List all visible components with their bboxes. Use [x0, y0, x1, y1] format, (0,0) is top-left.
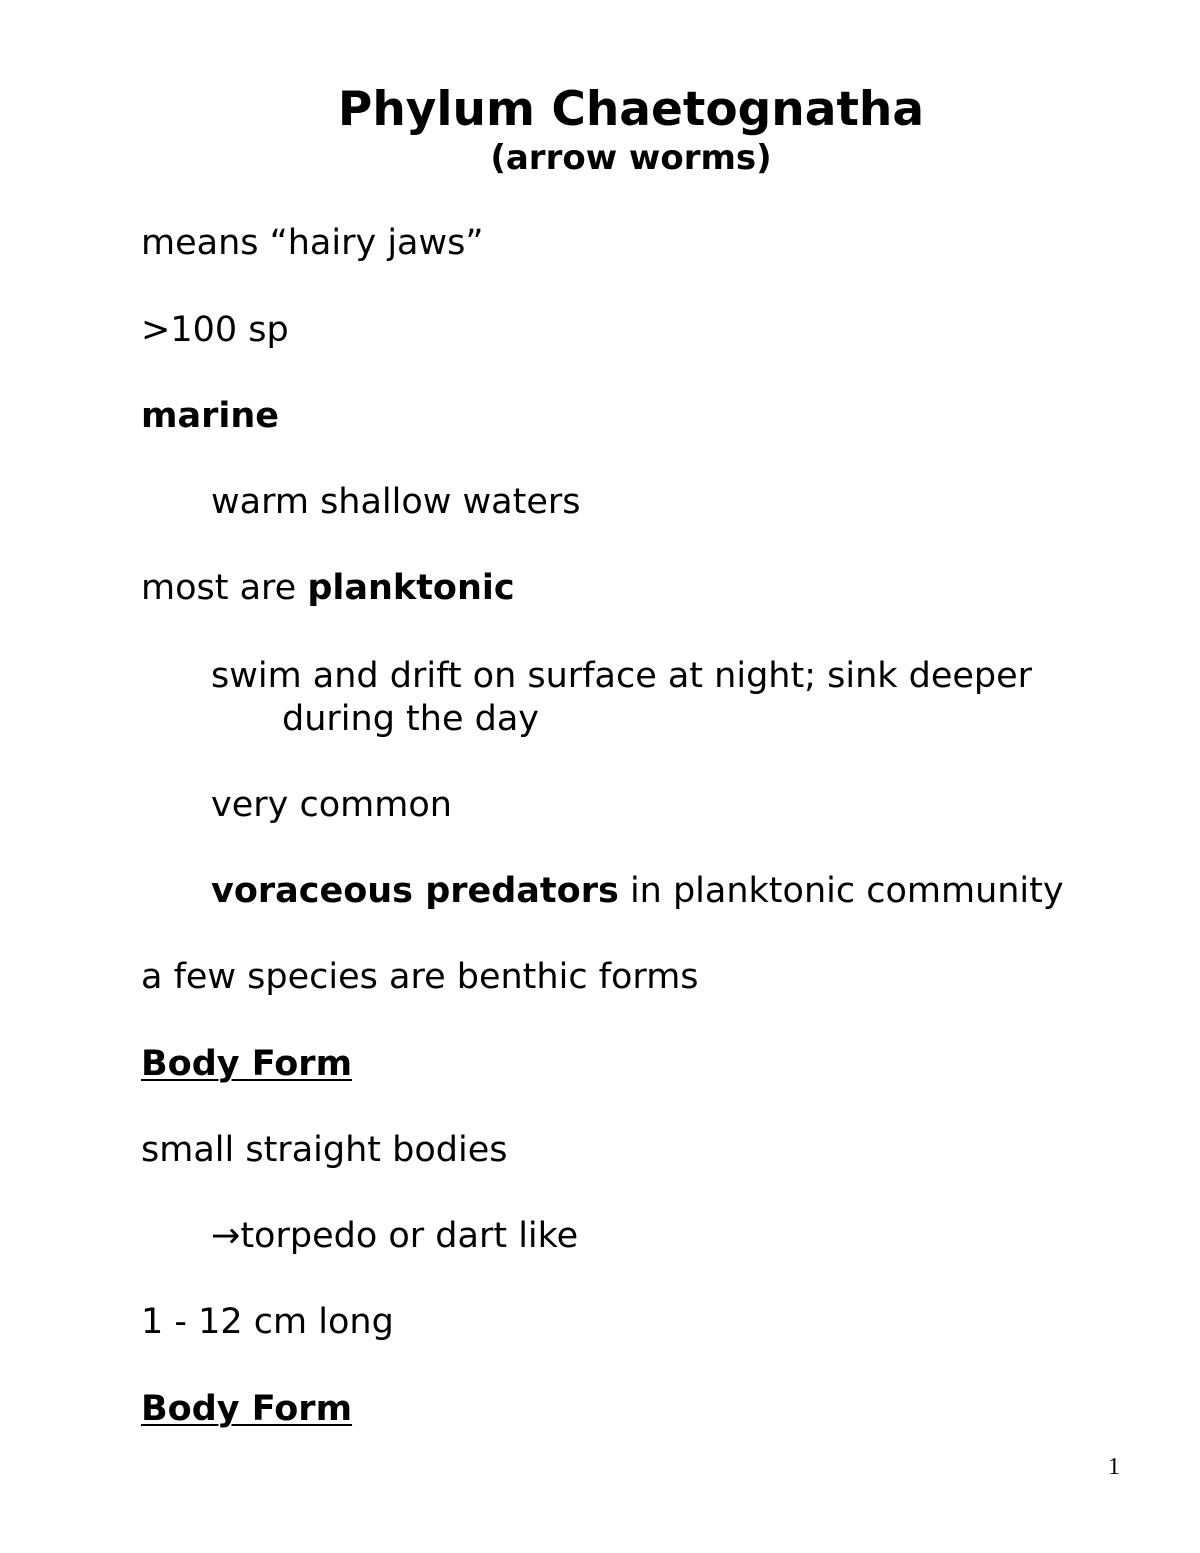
species-count-line: >100 sp [141, 310, 289, 350]
page-number: 1 [1108, 1454, 1120, 1480]
bodies-line: small straight bodies [141, 1130, 508, 1170]
predators-bold: voraceous predators [211, 871, 619, 911]
planktonic-bold: planktonic [307, 568, 515, 608]
swim-line-2: during the day [282, 699, 539, 739]
predators-line [211, 870, 1064, 913]
torpedo-text: torpedo or dart like [240, 1216, 579, 1256]
body-form-heading-2: Body Form [141, 1389, 353, 1429]
habitat-line: warm shallow waters [211, 482, 581, 522]
swim-line-1: swim and drift on surface at night; sink deeper [211, 656, 1033, 696]
meaning-line: means “hairy jaws” [141, 223, 484, 263]
length-line: 1 - 12 cm long [141, 1302, 394, 1342]
document-title: Phylum Chaetognatha [337, 82, 925, 137]
benthic-line: a few species are benthic forms [141, 957, 699, 997]
predators-rest: in planktonic community [618, 871, 1064, 911]
planktonic-line [141, 567, 515, 610]
right-arrow-icon: → [211, 1216, 241, 1256]
document-subtitle: (arrow worms) [490, 138, 772, 178]
common-line: very common [211, 785, 452, 825]
planktonic-prefix: most are [141, 568, 308, 608]
body-form-heading-1: Body Form [141, 1044, 353, 1084]
torpedo-line [211, 1215, 578, 1258]
marine-heading: marine [141, 396, 280, 436]
